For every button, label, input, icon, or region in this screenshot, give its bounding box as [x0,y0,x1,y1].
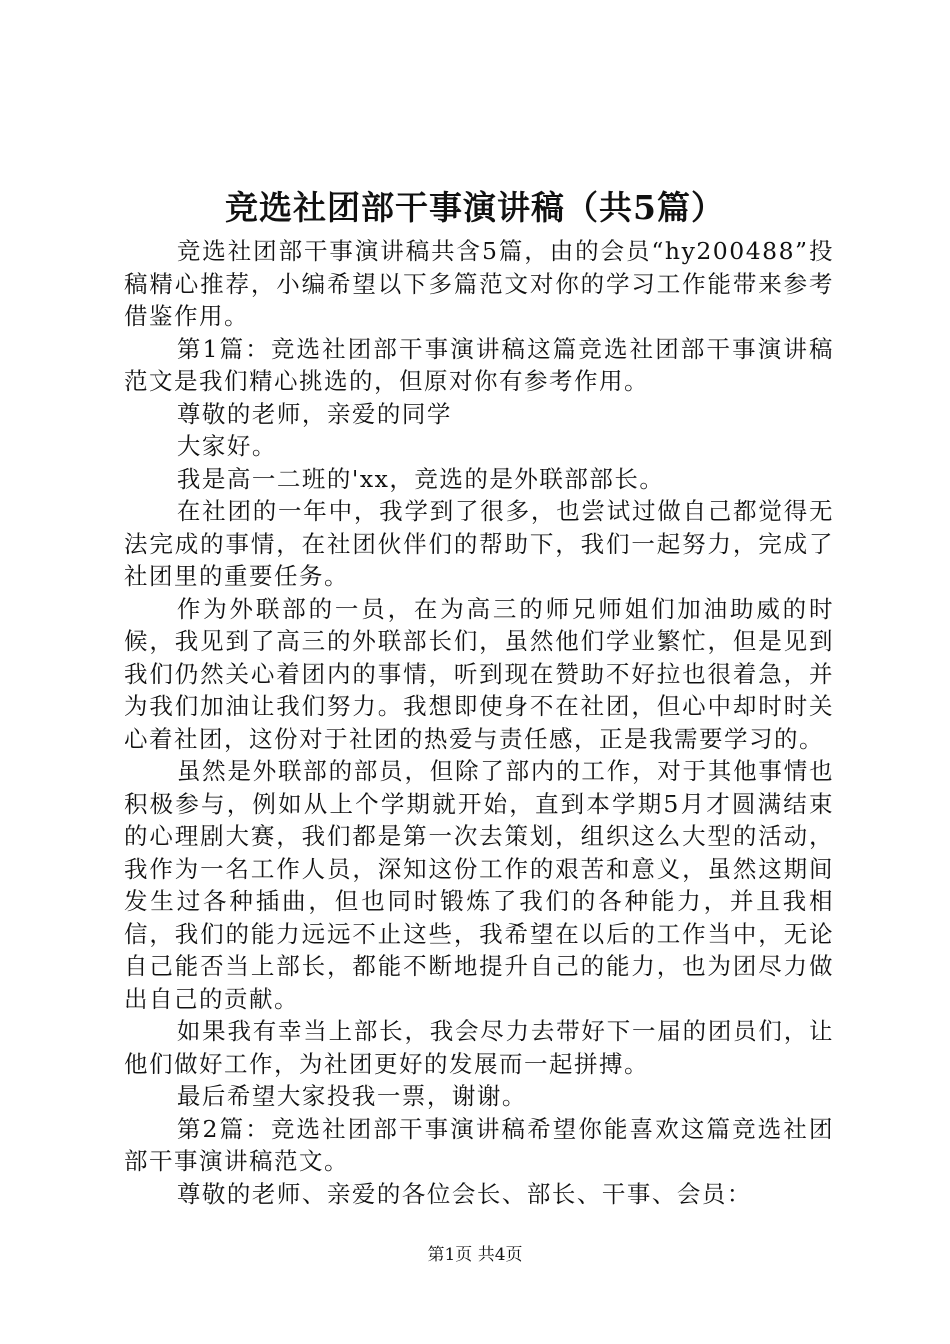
paragraph: 尊敬的老师、亲爱的各位会长、部长、干事、会员： [176,1179,752,1208]
document-body [124,235,834,1210]
paragraph: 竞选社团部干事演讲稿共含5篇，由的会员“hy200488”投稿精心推荐，小编希望以下多篇范文对你的学习工作能带来参考借鉴作用。 [124,237,834,330]
paragraph: 大家好。 [176,432,277,460]
paragraph: 最后希望大家投我一票，谢谢。 [176,1082,527,1110]
paragraph: 第2篇：竞选社团部干事演讲稿希望你能喜欢这篇竞选社团部干事演讲稿范文。 [124,1114,834,1175]
paragraph: 作为外联部的一员，在为高三的师兄师姐们加油助威的时候，我见到了高三的外联部长们，虽然他们学业繁忙，但是见到我们仍然关心着团内的事情，听到现在赞助不好拉也很着急，并为我们加油让我们努力。我想即使身不在社团，但心中却时时关心着社团，这份对于社团的热爱与责任感，正是我需要学习的。 [124,594,834,753]
paragraph: 如果我有幸当上部长，我会尽力去带好下一届的团员们，让他们做好工作，为社团更好的发展而一起拼搏。 [124,1017,834,1078]
paragraph: 第1篇：竞选社团部干事演讲稿这篇竞选社团部干事演讲稿范文是我们精心挑选的，但原对你有参考作用。 [124,334,834,395]
page-footer: 第1页 共4页 [427,1245,523,1265]
document-title: 竞选社团部干事演讲稿（共5篇） [225,188,725,227]
paragraph: 在社团的一年中，我学到了很多，也尝试过做自己都觉得无法完成的事情，在社团伙伴们的帮助下，我们一起努力，完成了社团里的重要任务。 [124,497,834,590]
paragraph: 我是高一二班的'xx，竞选的是外联部部长。 [176,464,665,493]
paragraph: 尊敬的老师，亲爱的同学 [176,399,452,428]
paragraph: 虽然是外联部的部员，但除了部内的工作，对于其他事情也积极参与，例如从上个学期就开始，直到本学期5月才圆满结束的心理剧大赛，我们都是第一次去策划，组织这么大型的活动，我作为一名工作人员，深知这份工作的艰苦和意义，虽然这期间发生过各种插曲，但也同时锻炼了我们的各种能力，并且我相信，我们的能力远远不止这些，我希望在以后的工作当中，无论自己能否当上部长，都能不断地提升自己的能力，也为团尽力做出自己的贡献。 [124,757,834,1013]
